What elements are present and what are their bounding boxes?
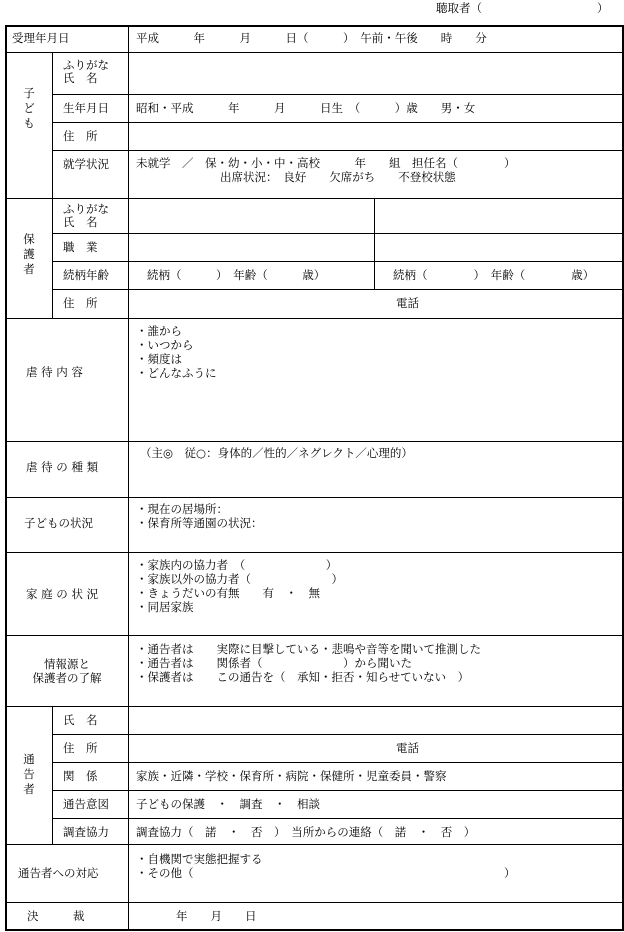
guardian-phone-label: 電話 (396, 296, 419, 310)
child-section-label: 子ども (23, 86, 35, 130)
abuse-type-value[interactable]: （主◎ 従○：身体的／性的／ネグレクト／心理的） (140, 446, 413, 460)
reporter-name-label: 氏 名 (63, 713, 98, 727)
abuse-label: 虐 待 内 容 (26, 365, 83, 379)
response-line: ・自機関で実態把握する (136, 852, 263, 866)
reporter-intent-value[interactable]: 子どもの保護 ・ 調査 ・ 相談 (136, 797, 320, 811)
divider (52, 261, 622, 262)
divider (52, 289, 622, 290)
divider (52, 762, 622, 763)
divider (5, 318, 622, 319)
divider (5, 441, 622, 442)
decision-value[interactable]: 年 月 日 (176, 909, 257, 923)
reporter-section-label: 通 告 者 (23, 752, 35, 796)
source-line: ・通告者は 関係者（ ）から聞いた (136, 656, 412, 670)
source-line: ・保護者は この通告を（ 承知・拒否・知らせていない ） (136, 670, 470, 684)
family-line: ・きょうだいの有無 有 ・ 無 (136, 586, 320, 600)
interviewer-field[interactable]: 聴取者（ ） (436, 1, 609, 15)
family-line: ・同居家族 (136, 600, 194, 614)
divider (52, 233, 622, 234)
child-status-line: ・保育所等通園の状況： (136, 516, 263, 530)
family-line: ・家族内の協力者 （ ） (136, 558, 338, 572)
decision-label: 決 裁 (27, 909, 85, 923)
child-attendance-value[interactable]: 出席状況： 良好 欠席がち 不登校状態 (220, 170, 456, 184)
source-label: 情報源と 保護者の了解 (32, 657, 102, 685)
divider (52, 734, 622, 735)
reporter-relation-label: 関 係 (63, 769, 98, 783)
divider (5, 902, 622, 903)
guardian-name-label: ふりがな 氏 名 (63, 202, 109, 229)
reporter-phone-label: 電話 (396, 741, 419, 755)
abuse-type-label: 虐 待 の 種 類 (26, 460, 99, 474)
child-status-label: 子どもの状況 (24, 516, 93, 530)
divider (52, 94, 622, 95)
abuse-line: ・誰から (136, 324, 182, 338)
reporter-coop-label: 調査協力 (63, 825, 109, 839)
divider (5, 198, 622, 199)
response-line: ・その他（ ） (136, 866, 516, 880)
reporter-address-label: 住 所 (63, 741, 98, 755)
received-label: 受理年月日 (12, 31, 70, 45)
guardian-address-label: 住 所 (63, 296, 98, 310)
divider (52, 818, 622, 819)
abuse-line: ・頻度は (136, 352, 182, 366)
child-school-value[interactable]: 未就学 ／ 保・幼・小・中・高校 年 組 担任名（ ） (136, 156, 516, 170)
divider (52, 706, 53, 844)
guardian-relation-right[interactable]: 続柄（ ） 年齢（ 歳） (393, 268, 595, 282)
received-value[interactable]: 平成 年 月 日（ ） 午前・午後 時 分 (136, 31, 487, 45)
divider (5, 635, 622, 636)
child-birth-value[interactable]: 昭和・平成 年 月 日生 （ ）歳 男・女 (136, 101, 476, 115)
child-birth-label: 生年月日 (63, 101, 109, 115)
guardian-relation-left[interactable]: 続柄（ ） 年齢（ 歳） (147, 268, 326, 282)
abuse-line: ・どんなふうに (136, 366, 217, 380)
child-status-line: ・現在の居場所： (136, 502, 228, 516)
divider (5, 706, 622, 707)
child-address-label: 住 所 (63, 129, 98, 143)
divider (52, 790, 622, 791)
divider (5, 552, 622, 553)
reporter-relation-value[interactable]: 家族・近隣・学校・保育所・病院・保健所・児童委員・警察 (136, 769, 447, 783)
abuse-line: ・いつから (136, 338, 194, 352)
divider (5, 844, 622, 845)
guardian-relation-label: 続柄年齢 (63, 268, 109, 282)
guardian-job-label: 職 業 (63, 240, 98, 254)
divider (5, 497, 622, 498)
divider (5, 52, 622, 53)
divider (52, 150, 622, 151)
divider (52, 52, 53, 318)
family-label: 家 庭 の 状 況 (26, 587, 99, 601)
reporter-coop-value[interactable]: 調査協力（ 諾 ・ 否 ） 当所からの連絡（ 諾 ・ 否 ） (136, 825, 476, 839)
family-line: ・家族以外の協力者（ ） (136, 572, 343, 586)
divider (52, 122, 622, 123)
divider (128, 25, 129, 931)
reporter-intent-label: 通告意図 (63, 797, 109, 811)
child-school-label: 就学状況 (63, 157, 109, 171)
child-name-label: ふりがな 氏 名 (63, 58, 109, 85)
source-line: ・通告者は 実際に目撃している・悲鳴や音等を聞いて推測した (136, 642, 481, 656)
response-label: 通告者への対応 (18, 866, 99, 880)
guardian-section-label: 保 護 者 (23, 232, 35, 276)
divider (374, 198, 375, 289)
